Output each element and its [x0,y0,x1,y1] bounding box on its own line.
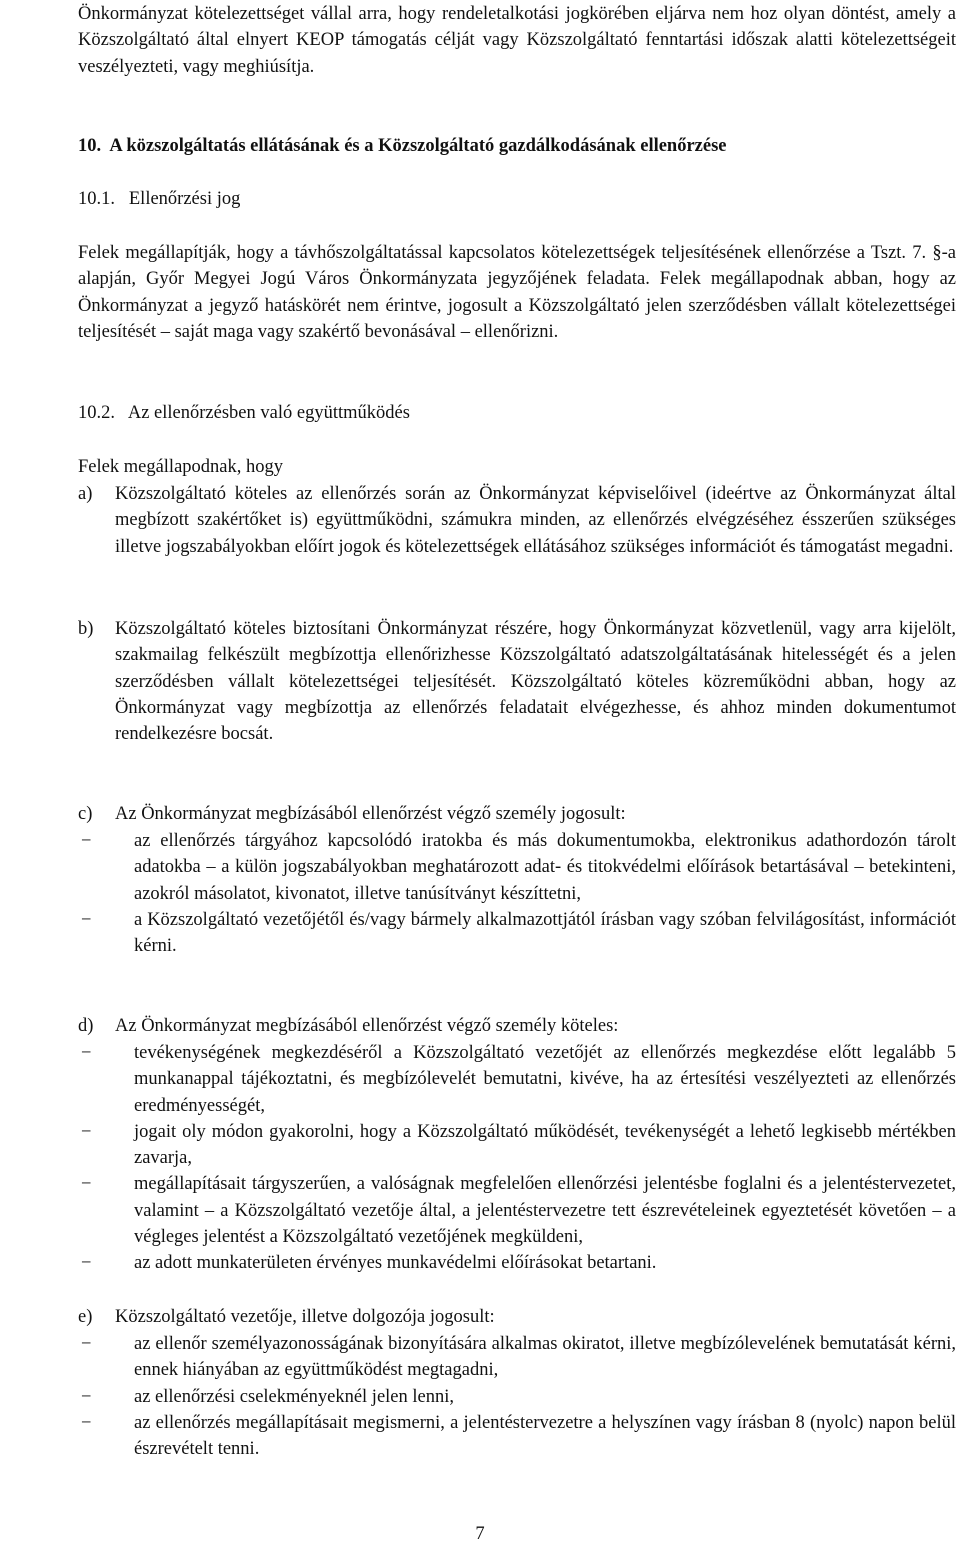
clause-label: c) [78,804,93,824]
subsection-10-1-heading [78,186,956,212]
clause-text: Közszolgáltató vezetője, illetve dolgozója jogosult: [115,1307,495,1327]
section-10-heading [78,133,956,159]
dash-bullet: − [81,1043,92,1063]
list-item [78,1410,956,1463]
clause-e [78,1304,956,1330]
clause-c-list [78,828,956,959]
section-number: 10. [78,136,102,156]
subsection-title: Ellenőrzési jog [128,189,241,209]
list-item-text: az ellenőrzés megállapításait megismerni, a jelentéstervezetre a helyszínen vagy írásban 8 (nyolc) napon belül észrevételt tenni. [134,1412,956,1460]
clause-b [78,616,956,747]
clause-text: Közszolgáltató köteles biztosítani Önkormányzat részére, hogy Önkormányzat közvetlenül, vagy arra kijelölt, szakmailag felkészült megbízottja ellenőrizhesse Közszolgáltató adatszolgáltatásának hitelességét és a jelen szerződésben vállalt kötelezettségei teljesítését. Közszolgáltató köteles közreműködni abban, hogy az Önkormányzat vagy megbízottja az ellenőrzés feladatait elvégezhesse, és ahhoz minden dokumentumot rendelkezésre bocsát. [115,619,956,745]
dash-bullet: − [81,1386,92,1407]
dash-bullet: − [81,1121,92,1142]
dash-bullet: − [81,1334,92,1354]
clause-label: a) [78,484,93,504]
list-item-text: az ellenőr személyazonosságának bizonyítására alkalmas okiratot, illetve megbízólevelének bemutatását kérni, ennek hiányában az együttműködést megtagadni, [134,1334,956,1381]
list-item [78,828,956,907]
list-item-text: megállapításait tárgyszerűen, a valóságnak megfelelően ellenőrzési jelentésbe foglalni és a jelentéstervezetet, valamint – a Közszolgáltató vezetője által, a jelentéstervezetre tett észrevételeinek egyeztetését követően – a végleges jelentést a Közszolgáltató vezetőjének megküldeni, [134,1174,956,1248]
list-item-text: az ellenőrzés tárgyához kapcsolódó iratokba és más dokumentumokba, elektronikus adathordozón tárolt adatokba – a külön jogszabályokban meghatározott adat- és titokvédelmi előírások betartásával – betekinteni, azokról másolatot, kivonatot, illetve tanúsítványt készíttetni, [134,831,956,904]
subsection-10-1-text: Felek megállapítják, hogy a távhőszolgáltatással kapcsolatos kötelezettségek teljesítésének ellenőrzése a Tszt. 7. §-a alapján, Győr Megyei Jogú Város Önkormányzata jegyzőjének feladata. Felek megállapodnak abban, hogy az Önkormányzat a jegyző hatáskörét nem érintve, jogosult a Közszolgáltató jelen szerződésben vállalt kötelezettségei teljesítését – saját maga vagy szakértő bevonásával – ellenőrizni. [78,243,956,342]
intro-paragraph: Önkormányzat kötelezettséget vállal arra, hogy rendeletalkotási jogkörében eljárva nem hoz olyan döntést, amely a Közszolgáltató által elnyert KEOP támogatás célját vagy Közszolgáltató fenntartási időszak alatti kötelezettségeit veszélyezteti, vagy meghiúsítja. [78,4,956,77]
list-item-text: az ellenőrzési cselekményeknél jelen lenni, [134,1386,455,1407]
list-item-text: jogait oly módon gyakorolni, hogy a Közszolgáltató működését, tevékenységét a lehető legkisebb mértékben zavarja, [134,1121,956,1169]
list-item [78,1331,956,1384]
clause-d-list [78,1040,956,1277]
clause-text: Az Önkormányzat megbízásából ellenőrzést végző személy köteles: [115,1016,619,1036]
dash-bullet: − [81,831,92,851]
clause-text: Az Önkormányzat megbízásából ellenőrzést végző személy jogosult: [115,804,626,824]
clause-label: b) [78,619,94,639]
agreement-lead: Felek megállapodnak, hogy [78,457,283,477]
dash-bullet: − [81,1174,92,1195]
clause-label: d) [78,1016,94,1036]
subsection-title: Az ellenőrzésben való együttműködés [127,403,410,423]
list-item [78,1171,956,1250]
subsection-number: 10.1. [78,189,115,209]
subsection-10-2-heading [78,400,956,426]
clause-label: e) [78,1307,93,1327]
clause-a [78,481,956,560]
clause-e-list [78,1331,956,1462]
list-item-text: az adott munkaterületen érvényes munkavédelmi előírásokat betartani. [134,1253,657,1274]
list-item-text: tevékenységének megkezdéséről a Közszolgáltató vezetőjét az ellenőrzés megkezdése előtt legalább 5 munkanappal tájékoztatni, és megbízólevelét bemutatni, kivéve, ha az értesítési veszélyezteti az ellenőrzés eredményességét, [134,1043,956,1116]
clause-text: Közszolgáltató köteles az ellenőrzés során az Önkormányzat képviselőivel (ideértve az Önkormányzat által megbízott szakértőket is) együttműködni, számukra minden, az ellenőrzés elvégzéséhez ésszerűen szükséges illetve jogszabályokban előírt jogok és kötelezettségek ellátásához szükséges információt és támogatást megadni. [115,484,956,557]
list-item [78,907,956,960]
list-item [78,1040,956,1119]
section-title: A közszolgáltatás ellátásának és a Közszolgáltató gazdálkodásának ellenőrzése [109,136,727,156]
list-item [78,1384,956,1410]
dash-bullet: − [81,1253,92,1274]
dash-bullet: − [81,1412,92,1433]
clause-d [78,1013,956,1039]
list-item-text: a Közszolgáltató vezetőjétől és/vagy bármely alkalmazottjától írásban vagy szóban felvilágosítást, információt kérni. [134,909,956,957]
page-number: 7 [475,1524,485,1544]
clause-c [78,801,956,827]
dash-bullet: − [81,909,92,930]
subsection-number: 10.2. [78,403,115,423]
list-item [78,1119,956,1172]
list-item [78,1250,956,1276]
